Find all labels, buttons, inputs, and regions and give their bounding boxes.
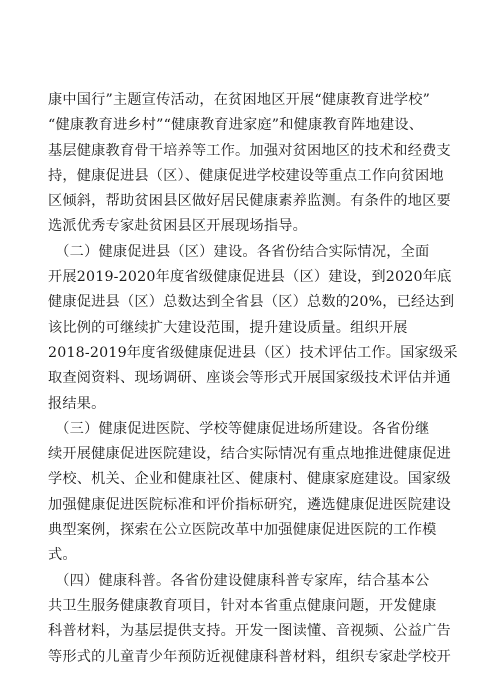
text-line: 科普材料，为基层提供支持。开发一图读懂、音视频、公益广告	[48, 623, 451, 640]
text-line: 开展2019-2020年度省级健康促进县（区）建设，到2020年底	[48, 269, 452, 286]
text-line: “健康教育进乡村”“健康教育进家庭”和健康教育阵地建设、	[48, 117, 424, 134]
text-line: 2018-2019年度省级健康促进县（区）技术评估工作。国家级采	[48, 344, 458, 361]
text-line: 共卫生服务健康教育项目，针对本省重点健康问题，开发健康	[48, 597, 437, 614]
section-heading-line: （三）健康促进医院、学校等健康促进场所建设。各省份继	[48, 420, 430, 437]
text-line: 持，健康促进县（区）、健康促进学校建设等重点工作向贫困地	[48, 167, 444, 184]
text-line: 该比例的可继续扩大建设范围，提升建设质量。组织开展	[48, 319, 408, 336]
text-line: 康中国行”主题宣传活动，在贫困地区开展“健康教育进学校”	[48, 92, 431, 108]
section-heading-line: （四）健康科普。各省份建设健康科普专家库，结合基本公	[48, 572, 430, 589]
text-line: 式。	[48, 547, 77, 564]
text-line: 典型案例，探索在公立医院改革中加强健康促进医院的工作模	[48, 522, 437, 539]
text-line: 选派优秀专家赴贫困县区开展现场指导。	[48, 218, 307, 235]
text-line: 取查阅资料、现场调研、座谈会等形式开展国家级技术评估并通	[48, 370, 451, 387]
text-line: 等形式的儿童青少年预防近视健康科普材料，组织专家赴学校开	[48, 648, 451, 665]
text-line: 区倾斜，帮助贫困县区做好居民健康素养监测。有条件的地区要	[48, 193, 451, 210]
text-line: 学校、机关、企业和健康社区、健康村、健康家庭建设。国家级	[48, 471, 451, 488]
text-line: 续开展健康促进医院建设，结合实际情况有重点地推进健康促进	[48, 446, 451, 463]
text-line: 报结果。	[48, 395, 106, 412]
body-text	[48, 88, 456, 670]
text-line: 加强健康促进医院标准和评价指标研究，遴选健康促进医院建设	[48, 496, 451, 513]
text-line: 基层健康教育骨干培养等工作。加强对贫困地区的技术和经费支	[48, 142, 451, 159]
text-line: 健康促进县（区）总数达到全省县（区）总数的20%，已经达到	[48, 294, 455, 311]
section-heading-line: （二）健康促进县（区）建设。各省份结合实际情况，全面	[48, 243, 430, 260]
